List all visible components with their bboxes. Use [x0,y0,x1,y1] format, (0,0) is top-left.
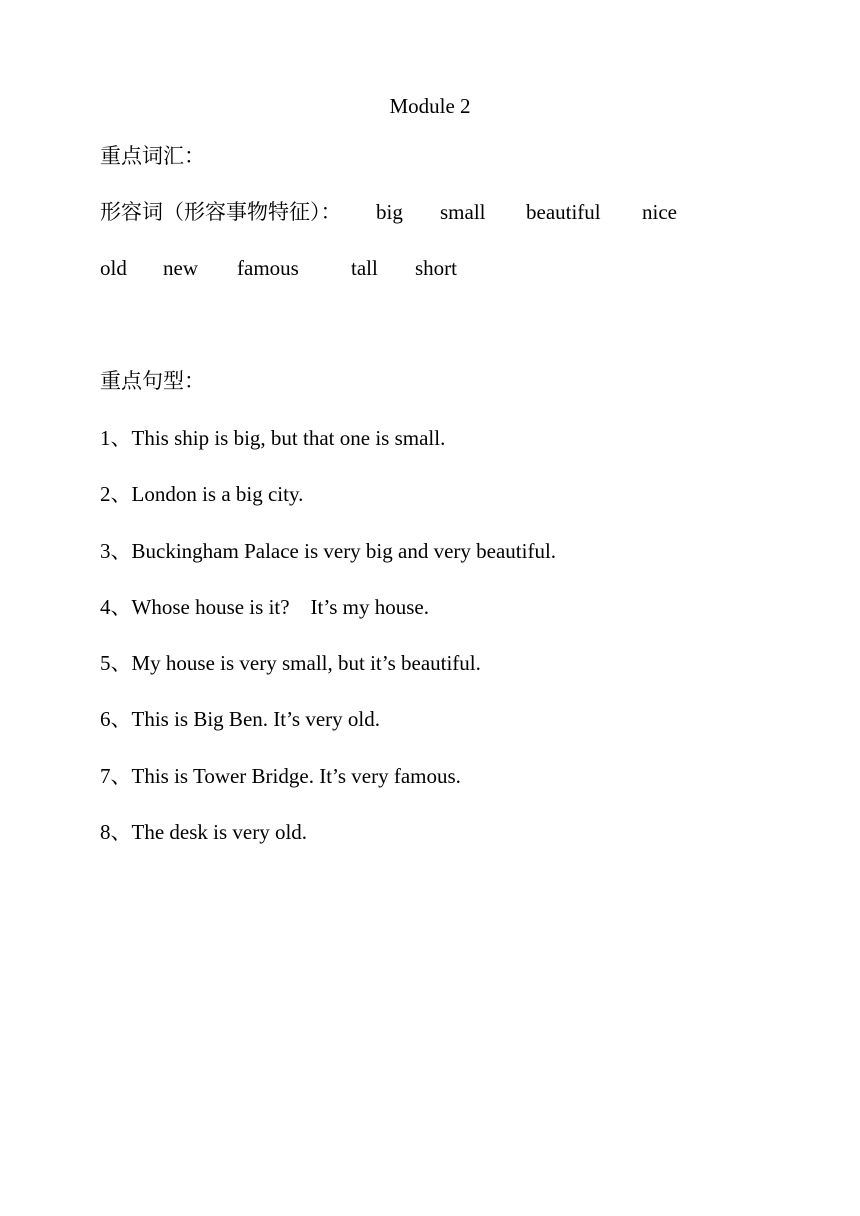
page-title: Module 2 [389,94,471,118]
vocab-word: big [376,200,403,224]
vocab-word: new [163,256,198,280]
adjective-label: 形容词（形容事物特征）： [100,200,342,224]
sentence-item: 8、The desk is very old. [100,820,308,844]
vocab-heading: 重点词汇： [100,144,205,168]
vocab-word: small [440,200,486,224]
vocab-word: nice [642,200,677,224]
sentence-item: 2、London is a big city. [100,482,304,506]
vocab-word: short [415,256,457,280]
sentence-item: 1、This ship is big, but that one is small. [100,426,446,450]
sentence-item: 3、Buckingham Palace is very big and very beautiful. [100,539,557,563]
vocab-row-1 [100,197,740,227]
vocab-word: famous [237,256,299,280]
sentence-item: 6、This is Big Ben. It’s very old. [100,707,380,731]
vocab-row-2 [100,253,740,283]
vocab-word: old [100,256,127,280]
sentence-heading: 重点句型： [100,369,205,393]
sentence-item: 7、This is Tower Bridge. It’s very famous. [100,764,461,788]
sentence-item: 4、Whose house is it? It’s my house. [100,595,429,619]
vocab-word: beautiful [526,200,601,224]
vocab-word: tall [351,256,378,280]
sentence-item: 5、My house is very small, but it’s beautiful. [100,651,481,675]
